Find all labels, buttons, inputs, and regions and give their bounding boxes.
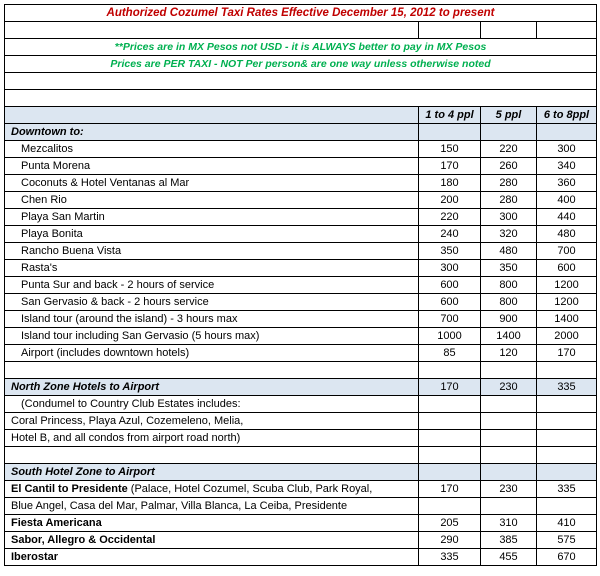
price-1-to-4: 300	[419, 260, 481, 277]
empty-cell	[481, 124, 537, 141]
north-zone-note: Coral Princess, Playa Azul, Cozemeleno, Melia,	[5, 413, 419, 430]
price-5: 480	[481, 243, 537, 260]
price-1-to-4: 170	[419, 481, 481, 498]
empty-cell	[419, 413, 481, 430]
empty-cell	[481, 447, 537, 464]
empty-cell	[481, 430, 537, 447]
table-row	[5, 158, 597, 175]
table-row	[5, 260, 597, 277]
price-6-to-8	[537, 498, 597, 515]
table-row	[5, 396, 597, 413]
empty-cell	[537, 124, 597, 141]
price-5: 230	[481, 481, 537, 498]
empty-cell	[537, 22, 597, 39]
price-6-to-8: 2000	[537, 328, 597, 345]
price-6-to-8: 440	[537, 209, 597, 226]
price-5: 120	[481, 345, 537, 362]
empty-cell	[481, 464, 537, 481]
price-5: 260	[481, 158, 537, 175]
per-taxi-note: Prices are PER TAXI - NOT Per person& are one way unless otherwise noted	[5, 56, 597, 73]
price-5: 220	[481, 141, 537, 158]
column-header-5: 5 ppl	[481, 107, 537, 124]
empty-cell	[5, 362, 419, 379]
table-row	[5, 328, 597, 345]
price-6-to-8: 670	[537, 549, 597, 566]
price-1-to-4: 600	[419, 277, 481, 294]
table-row	[5, 277, 597, 294]
taxi-rates-table	[4, 4, 597, 566]
destination-name: Chen Rio	[5, 192, 419, 209]
empty-cell	[537, 362, 597, 379]
price-5: 900	[481, 311, 537, 328]
price-6-to-8: 335	[537, 481, 597, 498]
north-zone-note: Hotel B, and all condos from airport road north)	[5, 430, 419, 447]
price-6-to-8: 360	[537, 175, 597, 192]
empty-cell	[537, 430, 597, 447]
price-1-to-4: 85	[419, 345, 481, 362]
section-south-zone: South Hotel Zone to Airport	[5, 464, 419, 481]
destination-name: Rancho Buena Vista	[5, 243, 419, 260]
table-row	[5, 311, 597, 328]
price-1-to-4: 205	[419, 515, 481, 532]
table-row	[5, 294, 597, 311]
destination-name	[5, 549, 419, 566]
empty-cell	[419, 362, 481, 379]
price-1-to-4: 150	[419, 141, 481, 158]
price-5: 385	[481, 532, 537, 549]
price-5	[481, 498, 537, 515]
price-1-to-4: 600	[419, 294, 481, 311]
empty-cell	[481, 396, 537, 413]
price-1-to-4: 170	[419, 379, 481, 396]
destination-name: San Gervasio & back - 2 hours service	[5, 294, 419, 311]
empty-cell	[419, 22, 481, 39]
destination-name: Coconuts & Hotel Ventanas al Mar	[5, 175, 419, 192]
price-5: 280	[481, 175, 537, 192]
price-5: 800	[481, 294, 537, 311]
destination-name	[5, 498, 419, 515]
price-5: 1400	[481, 328, 537, 345]
destination-name: Island tour (around the island) - 3 hours max	[5, 311, 419, 328]
table-row	[5, 209, 597, 226]
destination-name: Airport (includes downtown hotels)	[5, 345, 419, 362]
empty-cell	[5, 447, 419, 464]
table-title: Authorized Cozumel Taxi Rates Effective December 15, 2012 to present	[5, 5, 597, 22]
currency-note: **Prices are in MX Pesos not USD - it is ALWAYS better to pay in MX Pesos	[5, 39, 597, 56]
empty-cell	[419, 447, 481, 464]
price-1-to-4: 350	[419, 243, 481, 260]
price-1-to-4: 220	[419, 209, 481, 226]
price-6-to-8: 1200	[537, 277, 597, 294]
price-6-to-8: 410	[537, 515, 597, 532]
destination-name: Mezcalitos	[5, 141, 419, 158]
destination-name	[5, 515, 419, 532]
price-6-to-8: 300	[537, 141, 597, 158]
price-6-to-8: 1200	[537, 294, 597, 311]
destination-bold: El Cantil to Presidente	[11, 483, 128, 495]
empty-cell	[481, 362, 537, 379]
empty-cell	[537, 464, 597, 481]
table-row	[5, 226, 597, 243]
section-downtown: Downtown to:	[5, 124, 419, 141]
destination-name: Playa San Martin	[5, 209, 419, 226]
empty-cell	[481, 413, 537, 430]
destination-detail: (Palace, Hotel Cozumel, Scuba Club, Park Royal,	[127, 483, 373, 495]
price-1-to-4	[419, 498, 481, 515]
north-zone-note: (Condumel to Country Club Estates includes:	[5, 396, 419, 413]
destination-name	[5, 481, 419, 498]
price-6-to-8: 600	[537, 260, 597, 277]
destination-name: Playa Bonita	[5, 226, 419, 243]
table-row	[5, 532, 597, 549]
table-row	[5, 243, 597, 260]
table-row	[5, 141, 597, 158]
price-5: 280	[481, 192, 537, 209]
price-1-to-4: 1000	[419, 328, 481, 345]
section-north-zone: North Zone Hotels to Airport	[5, 379, 419, 396]
table-row	[5, 481, 597, 498]
price-1-to-4: 700	[419, 311, 481, 328]
price-6-to-8: 335	[537, 379, 597, 396]
header-blank-cell	[5, 107, 419, 124]
table-row	[5, 345, 597, 362]
destination-bold: Fiesta Americana	[11, 517, 102, 529]
empty-cell	[419, 430, 481, 447]
table-row	[5, 515, 597, 532]
price-6-to-8: 480	[537, 226, 597, 243]
price-1-to-4: 290	[419, 532, 481, 549]
price-1-to-4: 240	[419, 226, 481, 243]
destination-name: Punta Sur and back - 2 hours of service	[5, 277, 419, 294]
price-6-to-8: 700	[537, 243, 597, 260]
destination-name	[5, 532, 419, 549]
price-6-to-8: 400	[537, 192, 597, 209]
price-5: 800	[481, 277, 537, 294]
table-row	[5, 192, 597, 209]
price-5: 300	[481, 209, 537, 226]
table-row	[5, 430, 597, 447]
price-6-to-8: 1400	[537, 311, 597, 328]
destination-name: Punta Morena	[5, 158, 419, 175]
price-6-to-8: 170	[537, 345, 597, 362]
empty-row	[5, 73, 597, 90]
table-row	[5, 175, 597, 192]
price-1-to-4: 200	[419, 192, 481, 209]
empty-row	[5, 90, 597, 107]
empty-cell	[5, 22, 419, 39]
price-5: 350	[481, 260, 537, 277]
destination-bold: Sabor, Allegro & Occidental	[11, 534, 156, 546]
price-6-to-8: 575	[537, 532, 597, 549]
empty-cell	[419, 464, 481, 481]
price-1-to-4: 170	[419, 158, 481, 175]
empty-cell	[537, 413, 597, 430]
destination-detail: Blue Angel, Casa del Mar, Palmar, Villa Blanca, La Ceiba, Presidente	[11, 500, 348, 512]
empty-cell	[537, 447, 597, 464]
price-5: 320	[481, 226, 537, 243]
destination-name: Island tour including San Gervasio (5 hours max)	[5, 328, 419, 345]
destination-bold: Iberostar	[11, 551, 59, 563]
price-1-to-4: 180	[419, 175, 481, 192]
table-row	[5, 549, 597, 566]
empty-cell	[481, 22, 537, 39]
empty-cell	[419, 396, 481, 413]
price-5: 310	[481, 515, 537, 532]
empty-cell	[419, 124, 481, 141]
price-5: 455	[481, 549, 537, 566]
price-1-to-4: 335	[419, 549, 481, 566]
column-header-6-to-8: 6 to 8ppl	[537, 107, 597, 124]
table-row	[5, 498, 597, 515]
price-5: 230	[481, 379, 537, 396]
table-row	[5, 413, 597, 430]
destination-name: Rasta's	[5, 260, 419, 277]
empty-cell	[537, 396, 597, 413]
column-header-1-to-4: 1 to 4 ppl	[419, 107, 481, 124]
price-6-to-8: 340	[537, 158, 597, 175]
